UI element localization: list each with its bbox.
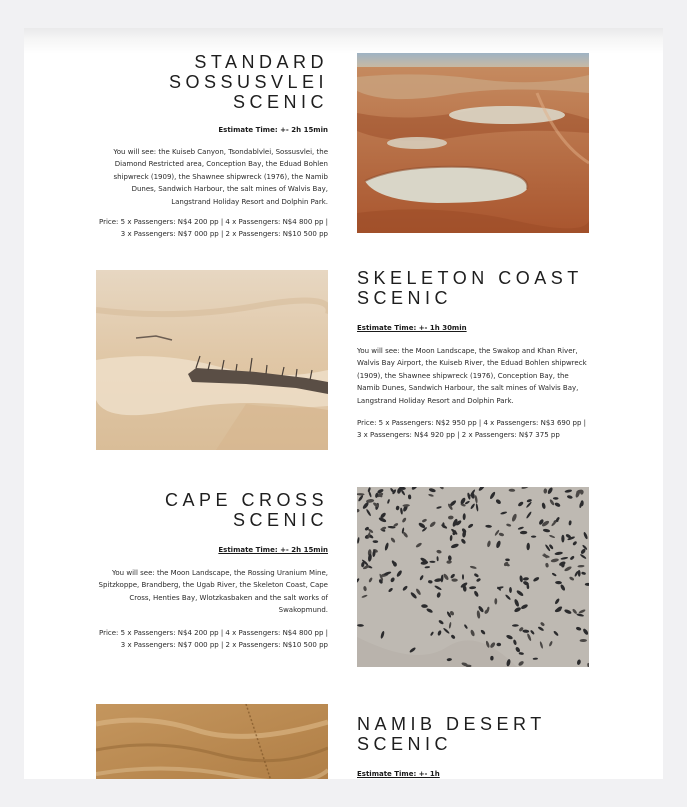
estimate-time: Estimate Time: +- 1h 30min <box>357 324 467 332</box>
tour-description: You will see: the Moon Landscape, the Rossing Uranium Mine, Spitzkoppe, Brandberg, the Ugab River, the Skeleton Coast, Cape Cross, Henties Bay, Wlotzkasbaken and the salt works of Swakopmund. <box>98 569 328 615</box>
estimate-time: Estimate Time: +- 2h 15min <box>218 126 328 134</box>
tour-title-line2: SCENIC <box>357 734 453 754</box>
price-line2: 3 x Passengers: N$4 920 pp | 2 x Passengers: N$7 375 pp <box>357 431 560 440</box>
tour-title-line2: SOSSUSVLEI SCENIC <box>168 72 328 112</box>
tour-title <box>96 52 328 112</box>
estimate-time: Estimate Time: +- 2h 15min <box>218 546 328 554</box>
sossusvlei-aerial-photo <box>357 53 589 233</box>
price-line1: Price: 5 x Passengers: N$4 200 pp | 4 x Passengers: N$4 800 pp | <box>98 218 328 227</box>
tour-title-line1: STANDARD <box>194 52 328 72</box>
tour-description: You will see: the Moon Landscape, the Swakop and Khan River, Walvis Bay Airport, the Kuiseb River, the Eduad Bohlen shipwreck (1909), the Shawnee shipwreck (1976), Conception Bay, the Namib Dunes, Sandwich Harbour, the salt mines of Walvis Bay, Langstrand Holiday Resort and Dolphin Park. <box>357 347 587 405</box>
tour-title-line1: CAPE CROSS SCENIC <box>164 490 328 530</box>
namib-dunes-photo <box>96 704 328 779</box>
tour-price <box>357 417 587 442</box>
seal-colony-photo <box>357 487 589 667</box>
tour-price <box>96 216 328 241</box>
tour-title-line2: SCENIC <box>357 288 453 308</box>
tour-title-line1: SKELETON COAST <box>357 268 583 288</box>
top-edge-shading <box>24 28 663 54</box>
price-line2: 3 x Passengers: N$7 000 pp | 2 x Passengers: N$10 500 pp <box>120 230 328 239</box>
tour-description: You will see: the Kuiseb Canyon, Tsondablvlei, Sossusvlei, the Diamond Restricted area, Conception Bay, the Eduad Bohlen shipwreck (1909), the Shawnee shipwreck (1976), the Namib Dunes, Sandwich Harbour, the salt mines of Walvis Bay, Langstrand Holiday Resort and Dolphin Park. <box>113 148 328 206</box>
tour-title <box>96 490 328 530</box>
tour-cape-cross <box>96 490 328 651</box>
tour-namib-desert <box>357 714 587 779</box>
tour-title-line1: NAMIB DESERT <box>357 714 546 734</box>
price-line1: Price: 5 x Passengers: N$4 200 pp | 4 x Passengers: N$4 800 pp | <box>98 628 328 637</box>
page <box>24 28 663 779</box>
tour-title <box>357 714 587 754</box>
tour-skeleton-coast <box>357 268 587 442</box>
shipwreck-desert-photo <box>96 270 328 450</box>
estimate-time: Estimate Time: +- 1h <box>357 770 440 778</box>
tour-price <box>96 627 328 652</box>
tour-title <box>357 268 587 308</box>
price-line2: 3 x Passengers: N$7 000 pp | 2 x Passengers: N$10 500 pp <box>120 641 328 650</box>
tour-standard-sossusvlei <box>96 52 328 241</box>
price-line1: Price: 5 x Passengers: N$2 950 pp | 4 x Passengers: N$3 690 pp | <box>357 419 587 428</box>
